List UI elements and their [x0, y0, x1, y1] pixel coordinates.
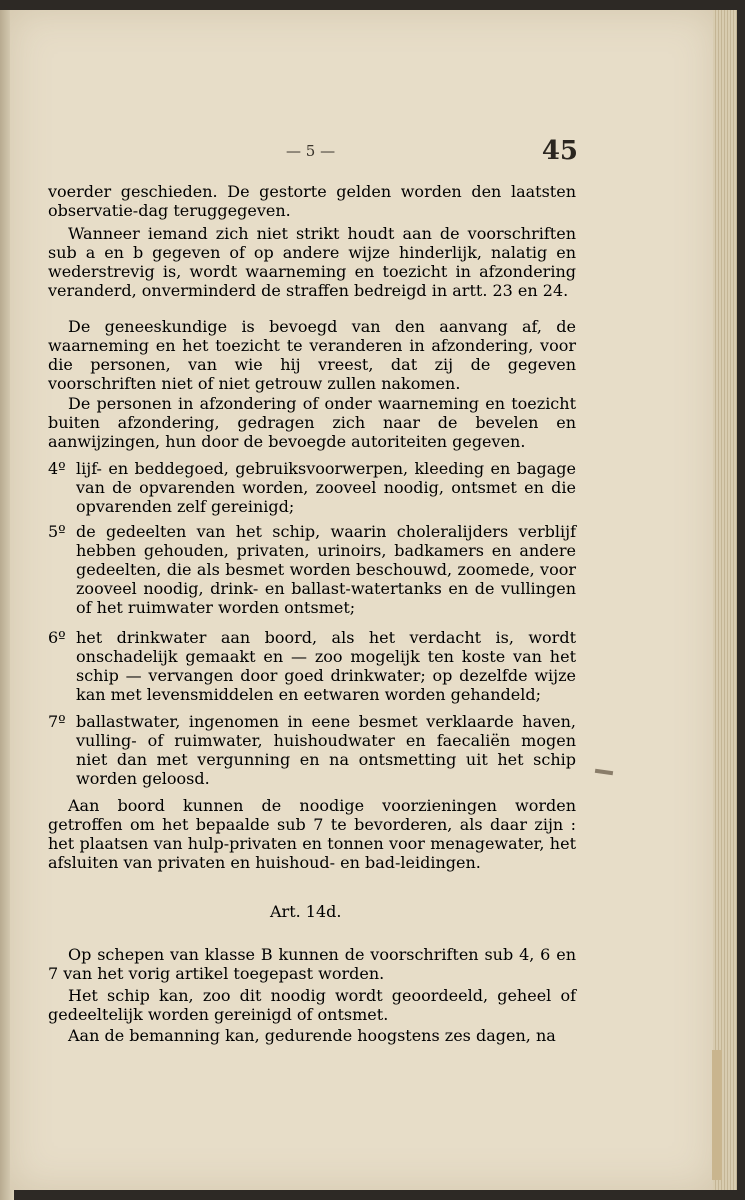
- page-tab-mark: [712, 1050, 722, 1180]
- item-number: 4º: [48, 459, 66, 478]
- page-stack-edge: [713, 10, 737, 1190]
- list-item: [48, 459, 576, 516]
- item-number: 6º: [48, 628, 66, 647]
- item-text: het drinkwater aan boord, als het verdacht is, wordt onschadelijk gemaakt en — zoo mogelijk ten koste van het schip — vervangen door goed drinkwater; op dezelfde wijze kan met levensmiddelen en eetwaren worden gehandeld;: [76, 628, 576, 704]
- item-text: lijf- en beddegoed, gebruiksvoorwerpen, kleeding en bagage van de opvarenden worden, zooveel noodig, ontsmet en die opvarenden zelf gereinigd;: [76, 459, 576, 516]
- paragraph-block: [48, 224, 576, 300]
- paragraph: Het schip kan, zoo dit noodig wordt geoordeeld, geheel of gedeeltelijk worden gereinigd of ontsmet.: [48, 986, 576, 1024]
- list-item: [48, 628, 576, 704]
- paragraph: Wanneer iemand zich niet strikt houdt aan de voorschriften sub a en b gegeven of op andere wijze hinderlijk, nalatig en wederstrevig is, wordt waarneming en toezicht in afzondering veranderd, onverminderd de straffen bedreigd in artt. 23 en 24.: [48, 224, 576, 300]
- paragraph-block: [48, 394, 576, 451]
- item-number: 5º: [48, 522, 66, 541]
- list-item: [48, 522, 576, 617]
- paragraph: De personen in afzondering of onder waarneming en toezicht buiten afzondering, gedragen zich naar de bevelen en aanwijzingen, hun door de bevoegde autoriteiten gegeven.: [48, 394, 576, 451]
- paragraph: De geneeskundige is bevoegd van den aanvang af, de waarneming en het toezicht te veranderen in afzondering, voor die personen, van wie hij vreest, dat zij de gegeven voorschriften niet of niet getrouw zullen nakomen.: [48, 317, 576, 393]
- paragraph: Op schepen van klasse B kunnen de voorschriften sub 4, 6 en 7 van het vorig artikel toegepast worden.: [48, 945, 576, 983]
- article-heading: Art. 14d.: [270, 902, 342, 921]
- paragraph: voerder geschieden. De gestorte gelden worden den laatsten observatie-dag teruggegeven.: [48, 182, 576, 220]
- list-item: [48, 712, 576, 788]
- paragraph: Aan de bemanning kan, gedurende hoogstens zes dagen, na: [68, 1026, 556, 1045]
- paragraph-block: [48, 796, 576, 872]
- item-number: 7º: [48, 712, 66, 731]
- page-number: 45: [541, 136, 578, 166]
- item-text: de gedeelten van het schip, waarin choleralijders verblijf hebben gehouden, privaten, urinoirs, badkamers en andere gedeelten, die als besmet worden beschouwd, zoomede, voor zooveel noodig, drink- en ballast-watertanks en de vullingen of het ruimwater worden ontsmet;: [76, 522, 576, 617]
- paragraph: Aan boord kunnen de noodige voorzieningen worden getroffen om het bepaalde sub 7 te bevorderen, als daar zijn : het plaatsen van hulp-privaten en tonnen voor menagewater, het afsluiten van privaten en huishoud- en bad-leidingen.: [48, 796, 576, 872]
- paragraph-block: [48, 1026, 576, 1045]
- page-label: — 5 —: [286, 142, 336, 160]
- page-header: [48, 138, 578, 178]
- paragraph-continuation: [48, 182, 576, 220]
- paragraph-block: [48, 317, 576, 393]
- paragraph-block: [48, 945, 576, 983]
- paragraph-block: [48, 986, 576, 1024]
- item-text: ballastwater, ingenomen in eene besmet verklaarde haven, vulling- of ruimwater, huishoudwater en faecaliën mogen niet dan met vergunning en na ontsmetting uit het schip worden geloosd.: [76, 712, 576, 788]
